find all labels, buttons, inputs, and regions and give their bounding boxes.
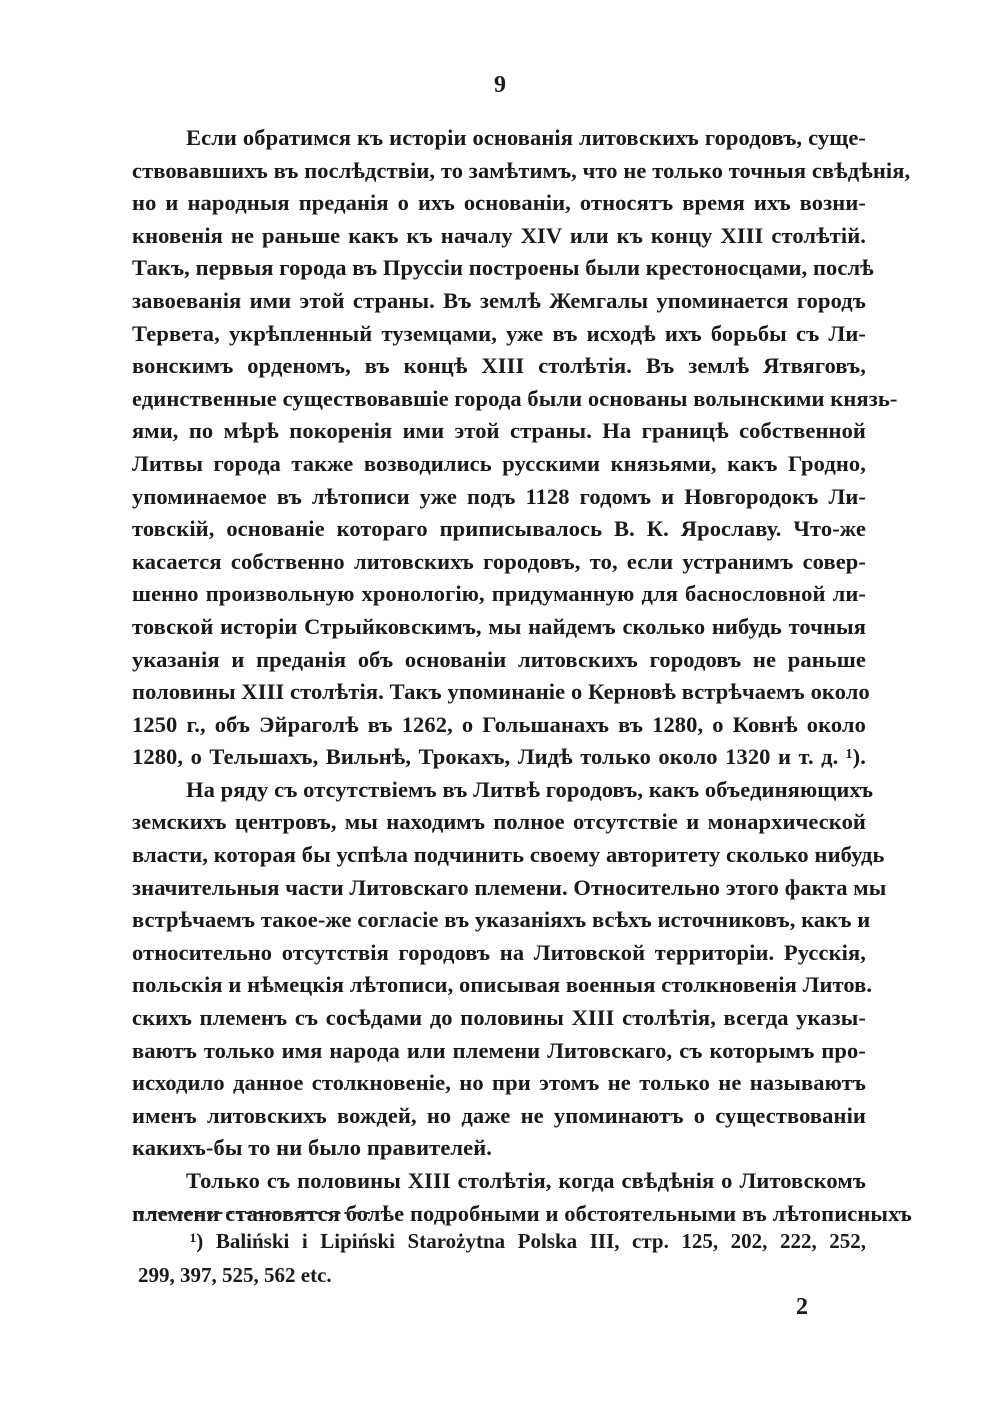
footnotes: [138, 1224, 866, 1292]
text-line: ями, по мѣрѣ покоренія ими этой страны. На границѣ собственной: [132, 418, 866, 444]
text-line: вонскимъ орденомъ, въ концѣ XIII столѣтія. Въ землѣ Ятвяговъ,: [132, 353, 866, 379]
text-line: скихъ племенъ съ сосѣдами до половины XIII столѣтія, всегда указы-: [132, 1005, 866, 1031]
text-line: значительныя части Литовскаго племени. Относительно этого факта мы: [132, 874, 887, 900]
paragraph-3: [132, 1165, 912, 1230]
text-line: шенно произвольную хронологію, придуманную для баснословной ли-: [132, 581, 866, 607]
text-line: Литвы города также возводились русскими князьями, какъ Гродно,: [132, 450, 866, 476]
footnote-divider: [138, 1212, 370, 1214]
text-line: исходило данное столкновеніе, но при этомъ не только не называютъ: [132, 1070, 866, 1096]
text-line: племени становятся болѣе подробными и обстоятельными въ лѣтописныхъ: [132, 1200, 912, 1226]
text-line: завоеванія ими этой страны. Въ землѣ Жемгалы упоминается городъ: [132, 287, 866, 313]
text-line: Тервета, укрѣпленный туземцами, уже въ исходѣ ихъ борьбы съ Ли-: [132, 320, 866, 346]
text-line: какихъ-бы то ни было правителей.: [132, 1135, 493, 1161]
text-line: но и народныя преданія о ихъ основаніи, относятъ время ихъ возни-: [132, 190, 866, 216]
text-line: 1280, о Тельшахъ, Вильнѣ, Трокахъ, Лидѣ только около 1320 и т. д. ¹).: [132, 744, 866, 770]
text-line: Только съ половины XIII столѣтія, когда свѣдѣнія о Литовскомъ: [186, 1168, 866, 1193]
text-line: Если обратимся къ исторіи основанія литовскихъ городовъ, суще-: [186, 125, 866, 150]
text-line: польскія и нѣмецкія лѣтописи, описывая военныя столкновенія Литов.: [132, 972, 873, 998]
text-line: Такъ, первыя города въ Пруссіи построены были крестоносцами, послѣ: [132, 255, 874, 281]
text-line: упоминаемое въ лѣтописи уже подъ 1128 годомъ и Новгородокъ Ли-: [132, 483, 866, 509]
text-line: товской исторіи Стрыйковскимъ, мы найдемъ сколько нибудь точныя: [132, 613, 866, 639]
page-number: 9: [494, 72, 506, 98]
text-line: ваютъ только имя народа или племени Литовскаго, съ которымъ про-: [132, 1037, 866, 1063]
paragraph-1: [132, 122, 911, 774]
footnote-line: ¹) Baliński i Lipiński Starożytna Polska III, стр. 125, 202, 222, 252,: [190, 1229, 866, 1253]
text-line: товскій, основаніе котораго приписывалось В. К. Ярославу. Что-же: [132, 516, 866, 542]
text-line: встрѣчаемъ такое-же согласіе въ указаніяхъ всѣхъ источниковъ, какъ и: [132, 907, 871, 933]
footnote-line: 299, 397, 525, 562 etc.: [138, 1263, 332, 1287]
text-line: кновенія не раньше какъ къ началу XIV или къ концу XIII столѣтій.: [132, 222, 866, 248]
text-line: власти, которая бы успѣла подчинить своему авторитету сколько нибудь: [132, 842, 885, 868]
text-line: ствовавшихъ въ послѣдствіи, то замѣтимъ, что не только точныя свѣдѣнія,: [132, 157, 911, 183]
body-text: [132, 122, 912, 1230]
text-line: именъ литовскихъ вождей, но даже не упоминаютъ о существованіи: [132, 1102, 866, 1128]
paragraph-2: [132, 774, 887, 1165]
text-line: 1250 г., объ Эйраголѣ въ 1262, о Гольшанахъ въ 1280, о Ковнѣ около: [132, 711, 866, 737]
text-line: относительно отсутствія городовъ на Литовской территоріи. Русскія,: [132, 939, 866, 965]
signature-mark: 2: [796, 1294, 808, 1320]
text-line: земскихъ центровъ, мы находимъ полное отсутствіе и монархической: [132, 809, 866, 835]
text-line: касается собственно литовскихъ городовъ, то, если устранимъ совер-: [132, 548, 866, 574]
text-line: единственные существовавшіе города были основаны волынскими князь-: [132, 385, 898, 411]
text-line: половины XIII столѣтія. Такъ упоминаніе о Керновѣ встрѣчаемъ около: [132, 679, 870, 705]
text-line: указанія и преданія объ основаніи литовскихъ городовъ не раньше: [132, 646, 866, 672]
text-line: На ряду съ отсутствіемъ въ Литвѣ городовъ, какъ объединяющихъ: [186, 776, 874, 802]
